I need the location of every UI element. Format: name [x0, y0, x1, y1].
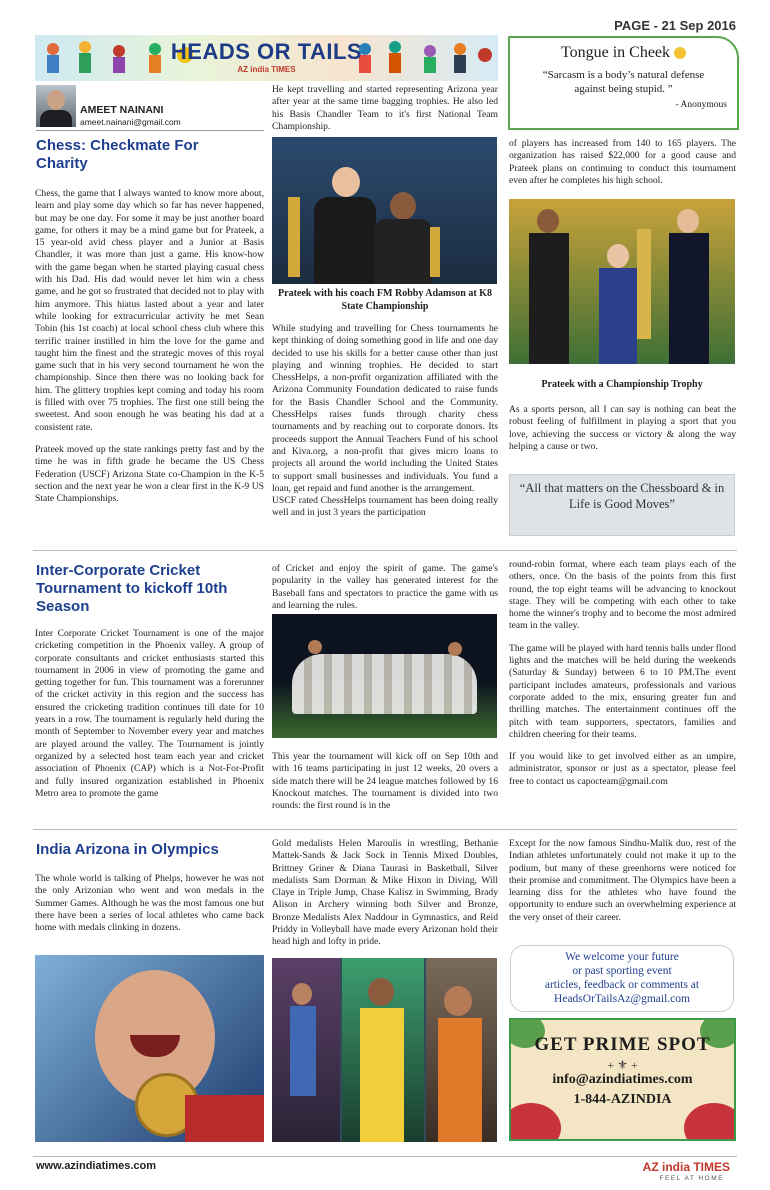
cricket-col2-top: of Cricket and enjoy the spirit of game. The game's popularity in the valley has generated interest for the Baseball fans and spectators to practice the game with us and learning the rules.	[272, 563, 498, 611]
welcome-box	[510, 945, 734, 1012]
footer-tagline: FEEL AT HOME	[659, 1175, 724, 1182]
olympics-col2: Gold medalists Helen Maroulis in wrestling, Bethanie Mattek-Sands & Jack Sock in Tennis Mixed Doubles, Brittney Griner & Diana Taurasi in Basketball, Silver medalists Sam Dorman & Mike Hixon in Diving, Will Claye in Triple Jump, Chase Kalisz in Swimming, Brady Alison in Archery winning both Silver and Bronze, Bronze Medalists Alex Naddour in Gymnastics, and Reid Priddy in Volleyball have made every Arizonan hold their head high and lofty in pride.	[272, 838, 498, 948]
footer-logo: AZ india TIMES	[642, 1160, 730, 1174]
fleur-de-lis-icon: + ⚜ +	[607, 1058, 638, 1072]
chess-title: Chess: Checkmate For Charity	[36, 137, 199, 172]
section-divider-1	[33, 550, 737, 551]
ad-phone[interactable]: 1-844-AZINDIA	[573, 1092, 672, 1107]
cricket-col2-bottom: This year the tournament will kick off on Sep 10th and with 16 teams participating in just 12 weeks, 20 overs a side match there will be 24 league matches followed by 16 Knockout matches. The tournament is divided into two rounds: the first round is in the	[272, 751, 498, 812]
chess-col1-para1: Chess, the game that I always wanted to know more about, learn and play some day which so far has never happened, but may be one day. For some it may be just another board game, for others it may be a mind game but for Prateek, a 15 year-old avid chess player and a Junior at Basis Chandler, it was more than just a game. His know-how with the game began when he started playing casual chess with his Dad. His dad would never let him win a chess game, and he got so frustrated that decided not to play with him anymore. This hiatus lasted about a year and later while looking for extracurricular activity he met Sean Tobin (his 1st coach) at local school chess club where this terrific trainer instilled in him the love for the game and taught him the finest and the strategic moves of this royal game such that in his very second tournament he won the championship. Since then there was no looking back for him. The glittery trophies kept coming and today his room is filled with over 75 trophies. The first one still being the sweetest. And soon enough he was beating his dad at a consistent rate.	[35, 188, 264, 433]
cricket-col3-para2: The game will be played with hard tennis balls under flood lights and the matches will be held during the weekends (Saturday & Sunday) between 6 to 10 PM.The event participant includes amateurs, professionals and various corporate added to the mix, ensuring greater fun and thrilling matches. The entertainment continues off the pitch with team supporters, spectators, families and children cheering for their teams.	[509, 642, 736, 740]
welcome-line3: articles, feedback or comments at	[544, 979, 700, 991]
welcome-line2: or past sporting event	[572, 965, 672, 977]
chess-col2-bottom	[272, 323, 498, 530]
welcome-email[interactable]: HeadsOrTailsAz@gmail.com	[554, 993, 690, 1005]
olympics-col1: The whole world is talking of Phelps, however he was not the only Arizonian who went and won medals in the Summer Games. Although he was the most famous one but there have been a series of local athletes who came back home with medals clinking in dozens.	[35, 873, 264, 934]
chess-photo-coach	[272, 137, 497, 284]
author-email[interactable]: ameet.nainani@gmail.com	[80, 117, 181, 127]
chess-pull-quote: “All that matters on the Chessboard & in Life is Good Moves”	[509, 474, 735, 536]
olympics-athletes-photo	[272, 958, 497, 1142]
cricket-col1: Inter Corporate Cricket Tournament is one of the major cricketing competition in the Phoenix valley. A group of corporate consultants and cricket enthusiasts started this tournament in 2006 in view of promoting the game and getting together for fun. This tournament was a forerunner of the cricket activity in this region and the success has ensured the cricketing tradition continues till date for 10 years in a row. The tournament is regularly held during the month of September to November every year and matches are played around the valley. The Tournament is jointly organized by a selected host team each year and cricket association of Phoenix (CAP) which is a Not-For-Profit and fully insured organization established in Phoenix Metro area to promote the game	[35, 628, 264, 799]
welcome-line1: We welcome your future	[565, 951, 679, 963]
chess-photo-coach-caption: Prateek with his coach FM Robby Adamson at K8 State Championship	[278, 288, 492, 312]
ad-email[interactable]: info@azindiatimes.com	[552, 1072, 693, 1087]
page-label: PAGE - 21 Sep 2016	[614, 18, 736, 33]
cricket-col3-para3: If you would like to get involved either as an umpire, administrator, sponsor or just as a spectator, please feel free to contact us capocteam@gmail.com	[509, 751, 736, 787]
ad-title: GET PRIME SPOT	[534, 1034, 711, 1055]
footer-url[interactable]: www.azindiatimes.com	[36, 1160, 157, 1172]
prime-spot-ad[interactable]	[509, 1018, 736, 1141]
chess-col3-top: of players has increased from 140 to 165 players. The organization has raised $22,000 for a good cause and Prateek plans on continuing to conduct this tournament even after he completes his high school.	[509, 138, 736, 186]
phelps-photo	[35, 955, 264, 1142]
chess-col2-top: He kept travelling and started representing Arizona year after year at the same time bagging trophies. He also led his Basis Chandler Team to it's first National Team Championship.	[272, 84, 498, 132]
section-divider-2	[33, 829, 737, 830]
chess-col1	[35, 188, 264, 515]
olympics-title: India Arizona in Olympics	[36, 841, 219, 858]
chess-photo-trophy-caption: Prateek with a Championship Trophy	[541, 379, 703, 390]
cricket-title: Inter-Corporate Cricket Tournament to kickoff 10th Season	[36, 562, 228, 615]
tongue-author: - Anonymous	[675, 100, 727, 110]
banner-subtitle: AZ india TIMES	[237, 65, 296, 74]
heads-or-tails-banner	[35, 35, 498, 81]
cricket-col3-para1: round-robin format, where each team plays each of the others, once. On the basis of the points from this first round, the top eight teams will be advancing to knockout stage. They will be competing with each other to take home the winner's trophy and to become the most admired team in the valley.	[509, 559, 736, 632]
chess-col2-para2: USCF rated ChessHelps tournament has been doing really well and in just 3 years the participation	[272, 495, 498, 519]
chess-photo-trophy	[509, 199, 735, 364]
chess-col1-para2: Prateek moved up the state rankings pretty fast and by the time he was in fifth grade he became the US Chess Federation (USCF) Arizona State co-Champion in the K-5 section and the next year he won a clear first in the K-9 US State Championships.	[35, 443, 264, 505]
author-rule	[36, 130, 264, 131]
cricket-team-photo	[272, 614, 497, 738]
footer-rule	[33, 1156, 737, 1157]
author-avatar	[36, 85, 76, 127]
tongue-quote: “Sarcasm is a body’s natural defense against being stupid. ”	[542, 69, 705, 95]
chess-col2-para1: While studying and travelling for Chess tournaments he kept thinking of doing something good in life and one day decided to use his skills for a better cause other than just playing and winning trophies. He decided to start ChessHelps, a non-profit organization affiliated with the Arizona Community Foundation dedicated to raise funds for the Basis Chandler School and the Community. ChessHelps raises funds through charity chess tournaments and by reaching out to corporate donors. Its proceeds support the Annual Teachers Fund of his school and Kiva.org, a non-profit that gives micro loans to projects all around the world including the United States to support small businesses and individuals. You fund a loan, get repaid and fund another is the arrangement.	[272, 323, 498, 494]
chess-col3-bottom: As a sports person, all I can say is nothing can beat the robust feeling of fulfillment in playing a sport that you love, achieving the success or victory & along the way helping a cause or two.	[509, 404, 736, 452]
author-name: AMEET NAINANI	[80, 104, 164, 116]
smiley-icon	[674, 47, 686, 59]
tongue-title: Tongue in Cheek	[510, 44, 737, 62]
banner-title: HEADS OR TAILS	[170, 39, 363, 64]
olympics-col3: Except for the now famous Sindhu-Malik duo, rest of the Indian athletes unfortunately could not make it up to the podium, but many of these greenhorns were noticed for their promise and commitment. The Olympics have been a learning diss for the athletes who have found the opportunity to endure such an overwhelming experience at the very onset of their career.	[509, 838, 736, 923]
cricket-col3	[509, 559, 736, 798]
tongue-in-cheek-box	[508, 36, 739, 130]
